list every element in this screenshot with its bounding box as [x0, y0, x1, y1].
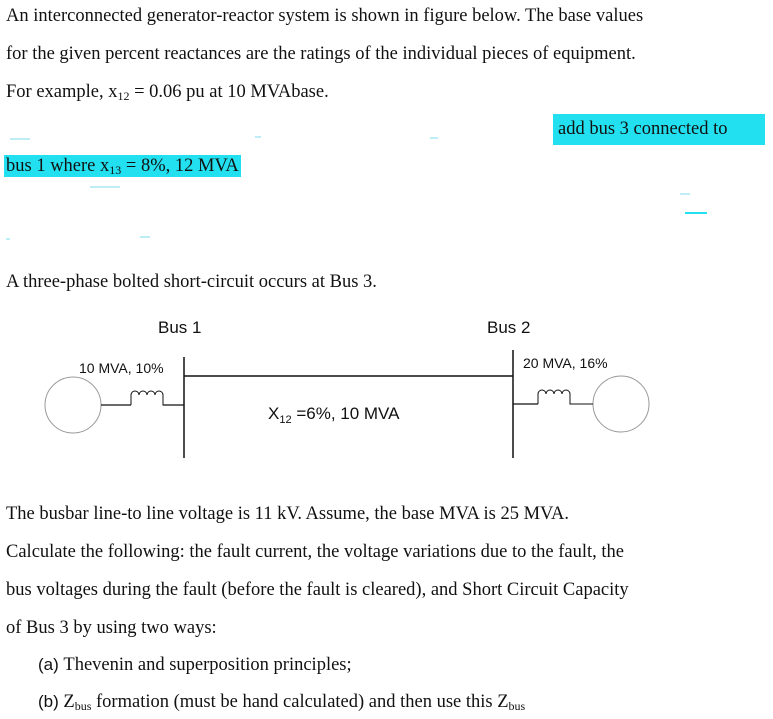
- bus-1-label: Bus 1: [158, 318, 202, 337]
- paragraph-line-1: An interconnected generator-reactor system is shown in figure below. The base values: [6, 6, 644, 26]
- list-marker-a: (a): [38, 655, 59, 674]
- generator-1-icon: [45, 377, 101, 433]
- example-suffix: = 0.06 pu at 10 MVAbase.: [129, 82, 329, 102]
- list-item-b: (b) $Z_{bus}$ formation (must be hand calculated) and then use this $Z_{bus}$: [38, 692, 526, 713]
- highlight-text-right: add bus 3 connected to: [558, 119, 728, 139]
- reactor-2-icon: [538, 390, 593, 404]
- list-text-a: Thevenin and superposition principles;: [63, 655, 352, 675]
- reactor-1-icon: [131, 391, 184, 405]
- line-reactance-label: $X_{12} =6\%$, 10 MVA: [268, 404, 400, 426]
- highlight-left-prefix: bus 1 where x: [6, 156, 110, 176]
- paragraph-line-2: for the given percent reactances are the ratings of the individual pieces of equipment.: [6, 44, 636, 64]
- example-prefix: For example, x: [6, 82, 118, 102]
- list-item-a: [38, 653, 352, 677]
- generator-2-rating: 20 MVA, 16%: [523, 355, 608, 371]
- generator-2-icon: [593, 376, 649, 432]
- list-marker-b: (b): [38, 692, 59, 711]
- highlight-left-suffix: = 8%, 12 MVA: [121, 156, 239, 176]
- example-subscript: 12: [117, 89, 130, 103]
- generator-1-rating: 10 MVA, 10%: [79, 360, 164, 376]
- bus-2-label: Bus 2: [487, 318, 531, 337]
- highlight-left-subscript: 13: [109, 163, 122, 177]
- list-text-b: formation (must be hand calculated) and then use this Z: [91, 692, 509, 712]
- paragraph2-line-1: The busbar line-to line voltage is 11 kV. Assume, the base MVA is 25 MVA.: [6, 504, 570, 524]
- paragraph2-line-4: of Bus 3 by using two ways:: [6, 618, 217, 638]
- fault-statement: A three-phase bolted short-circuit occurs at Bus 3.: [6, 272, 377, 292]
- paragraph2-line-3: bus voltages during the fault (before the fault is cleared), and Short Circuit Capacity: [6, 580, 629, 600]
- paragraph2-line-2: Calculate the following: the fault current, the voltage variations due to the fault, the: [6, 542, 625, 562]
